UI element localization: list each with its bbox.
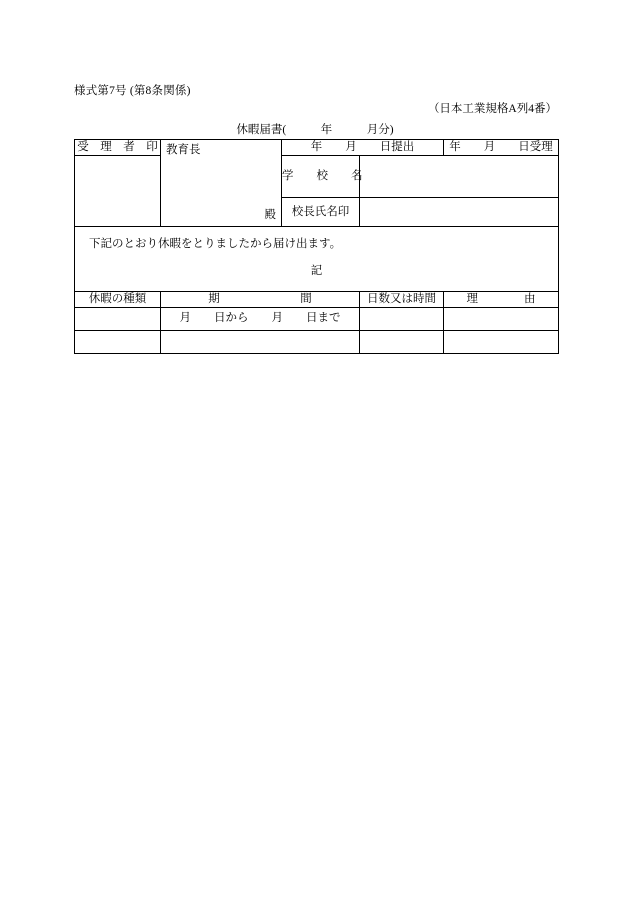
cell-reason-2[interactable] — [444, 330, 559, 353]
document-title: 休暇届書( 年 月分) — [236, 124, 394, 136]
table-row-column-headers — [75, 291, 559, 307]
cell-days-or-hours-2[interactable] — [360, 330, 444, 353]
receipt-seal-label: 受 理 者 印 — [75, 140, 161, 156]
submit-date-label: 年 月 日提出 — [282, 140, 444, 156]
cell-reason-1[interactable] — [444, 307, 559, 330]
table-row — [75, 330, 559, 353]
cell-days-or-hours-1[interactable] — [360, 307, 444, 330]
statement-text: 下記のとおり休暇をとりましたから届け出ます。 — [89, 238, 342, 250]
cell-leave-type-2[interactable] — [75, 330, 161, 353]
ki-mark: 記 — [310, 264, 323, 277]
table-row-school-name — [75, 155, 559, 197]
statement-cell — [75, 227, 559, 292]
header-reason: 理 由 — [444, 291, 559, 307]
header-leave-type: 休暇の種類 — [75, 291, 161, 307]
cell-leave-type-1[interactable] — [75, 307, 161, 330]
principal-seal-label: 校長氏名印 — [282, 198, 360, 227]
header-period: 期 間 — [161, 291, 360, 307]
school-name-label: 学 校 名 — [282, 155, 360, 197]
paper-size-note: （日本工業規格A列4番） — [427, 103, 557, 115]
form-number: 様式第7号 (第8条関係) — [74, 85, 191, 97]
receive-date-label: 年 月 日受理 — [444, 140, 559, 156]
cell-period-1[interactable]: 月 日から 月 日まで — [161, 307, 360, 330]
table-row-header-dates — [75, 140, 559, 156]
addressee-cell — [161, 140, 282, 227]
addressee-honorific: 殿 — [264, 209, 276, 222]
cell-period-2[interactable] — [161, 330, 360, 353]
school-name-input[interactable] — [360, 155, 559, 197]
leave-report-form-table — [74, 139, 559, 354]
addressee-label: 教育長 — [166, 144, 201, 156]
principal-seal-input[interactable] — [360, 198, 559, 227]
receipt-seal-box[interactable] — [75, 155, 161, 226]
header-days-or-hours: 日数又は時間 — [360, 291, 444, 307]
table-row — [75, 307, 559, 330]
table-row-statement — [75, 227, 559, 292]
